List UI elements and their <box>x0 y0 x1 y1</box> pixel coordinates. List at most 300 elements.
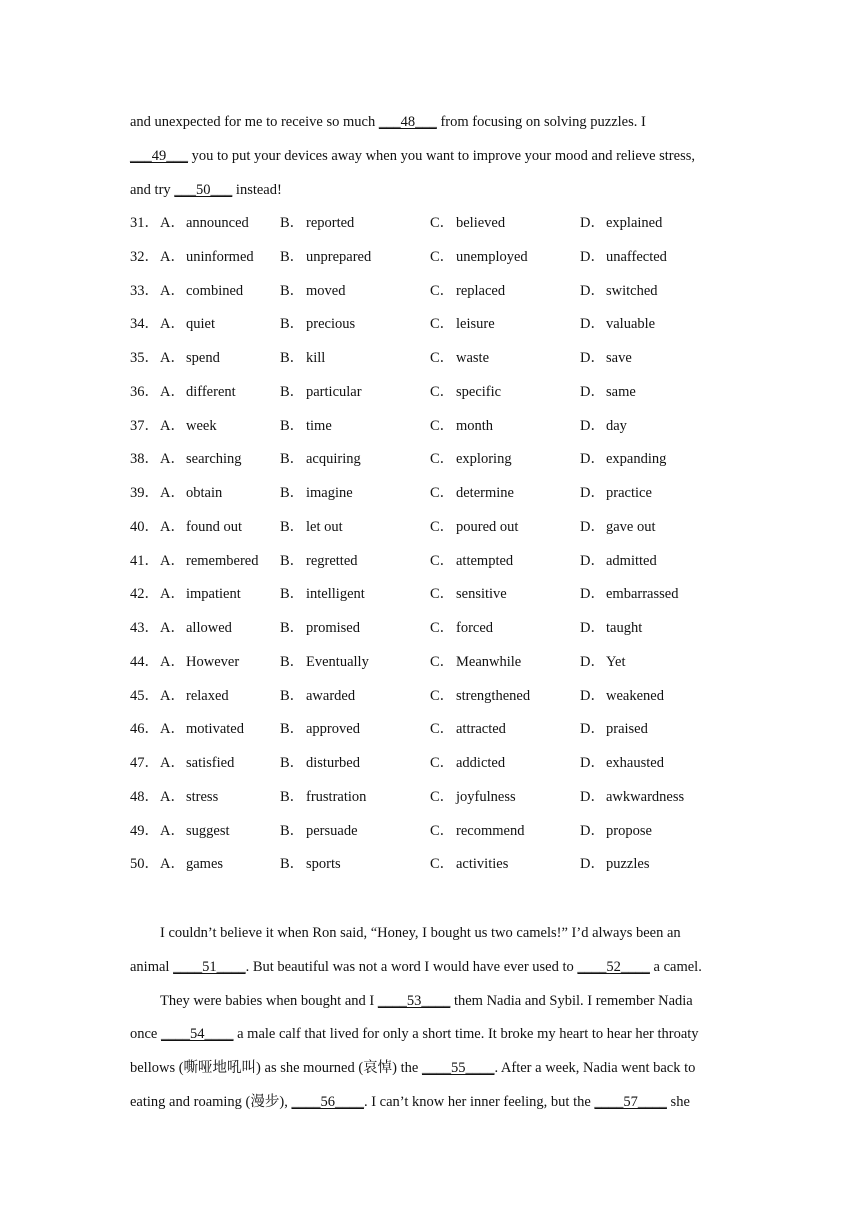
option-text: moved <box>306 282 346 299</box>
option-letter: C． <box>430 383 455 400</box>
question-row <box>130 854 730 874</box>
option-text: suggest <box>186 822 230 839</box>
option-text: Meanwhile <box>456 653 522 670</box>
option-letter: A． <box>160 350 185 366</box>
question-row <box>130 618 730 638</box>
option-text: precious <box>306 316 356 333</box>
option-letter: B． <box>280 620 305 636</box>
option-c <box>430 483 514 503</box>
option-text: joyfulness <box>456 788 516 805</box>
question-row <box>130 213 730 233</box>
question-row <box>130 719 730 739</box>
option-letter: D． <box>580 518 605 535</box>
option-c <box>430 314 495 334</box>
option-letter: D． <box>580 215 605 231</box>
option-a <box>160 247 254 267</box>
option-c <box>430 449 512 469</box>
question-number: 42． <box>130 586 159 603</box>
question-number: 50． <box>130 856 159 873</box>
option-letter: A． <box>160 721 185 738</box>
question-number: 34． <box>130 316 159 333</box>
option-text: exploring <box>456 451 512 468</box>
answer-blank: ____56____ <box>291 1093 364 1110</box>
option-letter: D． <box>580 620 605 636</box>
option-letter: B． <box>280 518 305 535</box>
option-letter: A． <box>160 653 185 670</box>
option-text: puzzles <box>606 856 650 873</box>
text-segment: . I can’t know her inner feeling, but the <box>363 1093 595 1110</box>
option-letter: C． <box>430 586 455 603</box>
option-letter: A． <box>160 485 185 501</box>
option-text: obtain <box>186 485 223 501</box>
option-text: However <box>186 653 240 670</box>
option-letter: C． <box>430 282 455 299</box>
option-text: relaxed <box>186 687 229 704</box>
option-letter: D． <box>580 721 605 738</box>
option-text: same <box>606 383 636 400</box>
option-text: quiet <box>186 316 215 333</box>
option-b <box>280 483 353 503</box>
option-text: approved <box>306 721 360 738</box>
option-text: determine <box>456 485 514 501</box>
option-a <box>160 584 241 604</box>
option-c <box>430 517 518 537</box>
option-letter: C． <box>430 755 455 771</box>
option-text: activities <box>456 856 509 873</box>
option-letter: B． <box>280 856 305 873</box>
option-letter: C． <box>430 518 455 535</box>
question-row <box>130 517 730 537</box>
option-a <box>160 719 244 739</box>
option-text: exhausted <box>606 755 664 771</box>
option-text: acquiring <box>306 451 361 468</box>
text-segment: a male calf that lived for only a short time. It broke my heart to hear her throaty <box>233 1026 699 1043</box>
option-b <box>280 382 362 402</box>
option-letter: B． <box>280 282 305 299</box>
answer-blank: ____52____ <box>577 958 650 975</box>
option-b <box>280 618 360 638</box>
option-letter: B． <box>280 586 305 603</box>
question-number: 44． <box>130 653 159 670</box>
option-text: propose <box>606 822 652 839</box>
option-d <box>580 213 662 233</box>
option-d <box>580 416 627 436</box>
option-text: sports <box>306 856 341 873</box>
option-letter: C． <box>430 417 455 434</box>
text-segment: eating and roaming (漫步), <box>130 1093 292 1110</box>
option-d <box>580 719 648 739</box>
option-d <box>580 348 632 368</box>
option-letter: C． <box>430 687 455 704</box>
option-letter: C． <box>430 248 455 265</box>
question-number: 35． <box>130 350 159 366</box>
option-a <box>160 618 232 638</box>
option-letter: A． <box>160 788 185 805</box>
option-letter: B． <box>280 721 305 738</box>
option-b <box>280 551 358 571</box>
option-b <box>280 652 369 672</box>
option-letter: A． <box>160 552 185 569</box>
option-letter: D． <box>580 383 605 400</box>
option-d <box>580 247 667 267</box>
option-d <box>580 652 625 672</box>
text-line <box>130 1058 730 1078</box>
option-b <box>280 213 354 233</box>
option-c <box>430 551 513 571</box>
option-text: expanding <box>606 451 667 468</box>
option-text: found out <box>186 518 242 535</box>
option-d <box>580 854 649 874</box>
option-text: reported <box>306 215 355 231</box>
option-letter: A． <box>160 215 185 231</box>
option-letter: D． <box>580 687 605 704</box>
option-a <box>160 382 236 402</box>
option-d <box>580 449 666 469</box>
option-text: weakened <box>606 687 664 704</box>
text-line <box>130 146 730 166</box>
option-letter: C． <box>430 316 455 333</box>
option-text: spend <box>186 350 220 366</box>
answer-blank: ____54____ <box>161 1026 234 1043</box>
option-letter: C． <box>430 350 455 366</box>
option-text: kill <box>306 350 326 366</box>
option-letter: B． <box>280 788 305 805</box>
option-letter: A． <box>160 755 185 771</box>
option-text: believed <box>456 215 506 231</box>
option-text: day <box>606 417 627 434</box>
option-b <box>280 449 361 469</box>
question-number: 39． <box>130 485 159 501</box>
option-letter: C． <box>430 451 455 468</box>
option-text: switched <box>606 282 658 299</box>
option-text: valuable <box>606 316 656 333</box>
question-row <box>130 382 730 402</box>
option-text: let out <box>306 518 343 535</box>
option-c <box>430 247 528 267</box>
option-d <box>580 787 684 807</box>
option-b <box>280 686 355 706</box>
option-text: Eventually <box>306 653 369 670</box>
option-a <box>160 348 220 368</box>
option-letter: D． <box>580 451 605 468</box>
option-letter: A． <box>160 586 185 603</box>
option-d <box>580 517 656 537</box>
answer-blank: ____53____ <box>377 992 451 1009</box>
option-letter: C． <box>430 856 455 873</box>
option-text: Yet <box>606 653 626 670</box>
option-text: taught <box>606 620 643 636</box>
option-letter: C． <box>430 215 455 231</box>
option-text: impatient <box>186 586 241 603</box>
option-text: forced <box>456 620 494 636</box>
option-text: stress <box>186 788 219 805</box>
question-number: 33． <box>130 282 159 299</box>
option-text: leisure <box>456 316 495 333</box>
option-c <box>430 416 493 436</box>
option-d <box>580 821 652 841</box>
option-letter: B． <box>280 653 305 670</box>
option-text: waste <box>456 350 490 366</box>
option-c <box>430 382 501 402</box>
option-letter: D． <box>580 856 605 873</box>
option-letter: B． <box>280 485 305 501</box>
text-segment: instead! <box>232 181 282 198</box>
option-letter: A． <box>160 316 185 333</box>
option-text: allowed <box>186 620 232 636</box>
option-text: intelligent <box>306 586 365 603</box>
answer-blank: ____51____ <box>173 958 246 975</box>
question-row <box>130 348 730 368</box>
option-b <box>280 416 332 436</box>
option-b <box>280 787 366 807</box>
option-text: admitted <box>606 552 657 569</box>
option-text: save <box>606 350 632 366</box>
answer-blank: ___49___ <box>130 147 188 164</box>
text-segment: you to put your devices away when you want to improve your mood and relieve stress, <box>188 147 695 164</box>
option-c <box>430 787 516 807</box>
question-row <box>130 787 730 807</box>
text-line <box>130 957 730 977</box>
question-number: 46． <box>130 721 159 738</box>
option-c <box>430 652 521 672</box>
option-letter: A． <box>160 518 185 535</box>
option-letter: B． <box>280 552 305 569</box>
option-letter: D． <box>580 788 605 805</box>
option-text: addicted <box>456 755 506 771</box>
option-d <box>580 314 655 334</box>
option-text: satisfied <box>186 755 235 771</box>
option-text: practice <box>606 485 652 501</box>
answer-blank: ___48___ <box>378 114 437 130</box>
option-b <box>280 348 325 368</box>
text-segment: them Nadia and Sybil. I remember Nadia <box>450 992 693 1009</box>
option-text: motivated <box>186 721 244 738</box>
option-a <box>160 483 222 503</box>
option-c <box>430 719 506 739</box>
option-b <box>280 753 360 773</box>
text-segment: a camel. <box>649 958 702 975</box>
question-number: 37． <box>130 417 159 434</box>
question-row <box>130 314 730 334</box>
option-letter: C． <box>430 485 455 501</box>
option-c <box>430 854 508 874</box>
option-text: sensitive <box>456 586 507 603</box>
option-text: disturbed <box>306 755 360 771</box>
text-segment: and unexpected for me to receive so much <box>130 114 379 130</box>
option-text: awkwardness <box>606 788 685 805</box>
question-number: 41． <box>130 552 159 569</box>
option-text: attempted <box>456 552 514 569</box>
question-number: 38． <box>130 451 159 468</box>
text-segment: . But beautiful was not a word I would have ever used to <box>245 958 578 975</box>
answer-blank: ____55____ <box>421 1060 495 1076</box>
question-row <box>130 281 730 301</box>
option-a <box>160 449 242 469</box>
option-text: attracted <box>456 721 506 738</box>
text-line <box>160 991 760 1011</box>
option-text: combined <box>186 282 244 299</box>
option-c <box>430 348 489 368</box>
option-d <box>580 584 678 604</box>
question-row <box>130 247 730 267</box>
question-row <box>130 652 730 672</box>
question-number: 48． <box>130 788 159 805</box>
option-text: unemployed <box>456 248 528 265</box>
option-letter: B． <box>280 248 305 265</box>
text-segment: They were babies when bought and I <box>160 992 378 1009</box>
option-letter: A． <box>160 687 185 704</box>
option-text: embarrassed <box>606 586 679 603</box>
option-c <box>430 821 524 841</box>
option-c <box>430 618 493 638</box>
question-row <box>130 753 730 773</box>
question-row <box>130 551 730 571</box>
option-letter: B． <box>280 451 305 468</box>
option-letter: A． <box>160 451 185 468</box>
option-letter: A． <box>160 282 185 299</box>
option-b <box>280 821 358 841</box>
option-text: announced <box>186 215 249 231</box>
option-letter: C． <box>430 653 455 670</box>
option-text: recommend <box>456 822 525 839</box>
question-row <box>130 821 730 841</box>
option-a <box>160 686 229 706</box>
option-a <box>160 314 215 334</box>
option-letter: B． <box>280 383 305 400</box>
option-a <box>160 517 242 537</box>
option-letter: D． <box>580 653 605 670</box>
option-letter: C． <box>430 721 455 738</box>
text-segment: . After a week, Nadia went back to <box>494 1060 696 1076</box>
option-text: unaffected <box>606 248 667 265</box>
option-text: explained <box>606 215 663 231</box>
option-letter: D． <box>580 822 605 839</box>
text-segment: bellows (嘶哑地吼叫) as she mourned (哀悼) the <box>130 1060 422 1076</box>
question-number: 31． <box>130 215 159 231</box>
option-letter: D． <box>580 755 605 771</box>
option-letter: D． <box>580 485 605 501</box>
option-d <box>580 551 657 571</box>
option-text: particular <box>306 383 362 400</box>
option-text: gave out <box>606 518 656 535</box>
option-b <box>280 247 371 267</box>
question-number: 47． <box>130 755 159 771</box>
answer-blank: ____57____ <box>594 1093 667 1110</box>
option-a <box>160 416 217 436</box>
option-b <box>280 854 341 874</box>
option-letter: C． <box>430 788 455 805</box>
option-a <box>160 551 258 571</box>
question-row <box>130 483 730 503</box>
option-letter: D． <box>580 350 605 366</box>
option-b <box>280 314 355 334</box>
option-text: uninformed <box>186 248 254 265</box>
option-text: poured out <box>456 518 519 535</box>
option-c <box>430 686 530 706</box>
option-c <box>430 753 505 773</box>
question-row <box>130 686 730 706</box>
option-text: time <box>306 417 332 434</box>
option-text: searching <box>186 451 242 468</box>
option-letter: A． <box>160 620 185 636</box>
option-letter: C． <box>430 552 455 569</box>
option-text: remembered <box>186 552 259 569</box>
option-text: praised <box>606 721 648 738</box>
question-number: 43． <box>130 620 159 636</box>
text-segment: once <box>130 1026 161 1043</box>
option-d <box>580 483 652 503</box>
option-text: week <box>186 417 217 434</box>
option-letter: B． <box>280 215 305 231</box>
option-letter: C． <box>430 822 455 839</box>
option-letter: B． <box>280 755 305 771</box>
option-b <box>280 281 345 301</box>
question-number: 36． <box>130 383 159 400</box>
text-line <box>130 1024 730 1044</box>
option-letter: D． <box>580 282 605 299</box>
text-segment: from focusing on solving puzzles. I <box>436 114 646 130</box>
option-a <box>160 787 218 807</box>
option-text: imagine <box>306 485 353 501</box>
option-letter: B． <box>280 316 305 333</box>
option-letter: D． <box>580 248 605 265</box>
option-d <box>580 382 636 402</box>
option-text: replaced <box>456 282 506 299</box>
option-a <box>160 281 243 301</box>
option-d <box>580 686 664 706</box>
text-segment: she <box>666 1093 690 1110</box>
option-a <box>160 652 239 672</box>
option-letter: B． <box>280 350 305 366</box>
option-d <box>580 281 658 301</box>
option-b <box>280 517 343 537</box>
option-letter: C． <box>430 620 455 636</box>
text-line <box>130 112 730 132</box>
option-letter: A． <box>160 856 185 873</box>
option-c <box>430 213 505 233</box>
text-segment: animal <box>130 958 174 975</box>
question-number: 45． <box>130 687 159 704</box>
option-letter: D． <box>580 552 605 569</box>
option-letter: A． <box>160 248 185 265</box>
question-number: 40． <box>130 518 159 535</box>
option-a <box>160 753 234 773</box>
option-letter: A． <box>160 417 185 434</box>
question-row <box>130 416 730 436</box>
option-text: awarded <box>306 687 356 704</box>
option-a <box>160 821 230 841</box>
text-segment: and try <box>130 181 175 198</box>
option-c <box>430 281 505 301</box>
option-letter: A． <box>160 383 185 400</box>
option-b <box>280 719 360 739</box>
option-text: specific <box>456 383 502 400</box>
option-text: promised <box>306 620 360 636</box>
question-number: 32． <box>130 248 159 265</box>
text-line <box>130 1092 730 1112</box>
question-row <box>130 449 730 469</box>
option-a <box>160 854 223 874</box>
option-text: persuade <box>306 822 358 839</box>
option-letter: D． <box>580 417 605 434</box>
text-line <box>130 180 730 200</box>
question-row <box>130 584 730 604</box>
text-segment: I couldn’t believe it when Ron said, “Honey, I bought us two camels!” I’d always been an <box>160 925 681 941</box>
option-letter: B． <box>280 687 305 704</box>
option-c <box>430 584 507 604</box>
text-line <box>160 923 760 943</box>
option-letter: B． <box>280 417 305 434</box>
